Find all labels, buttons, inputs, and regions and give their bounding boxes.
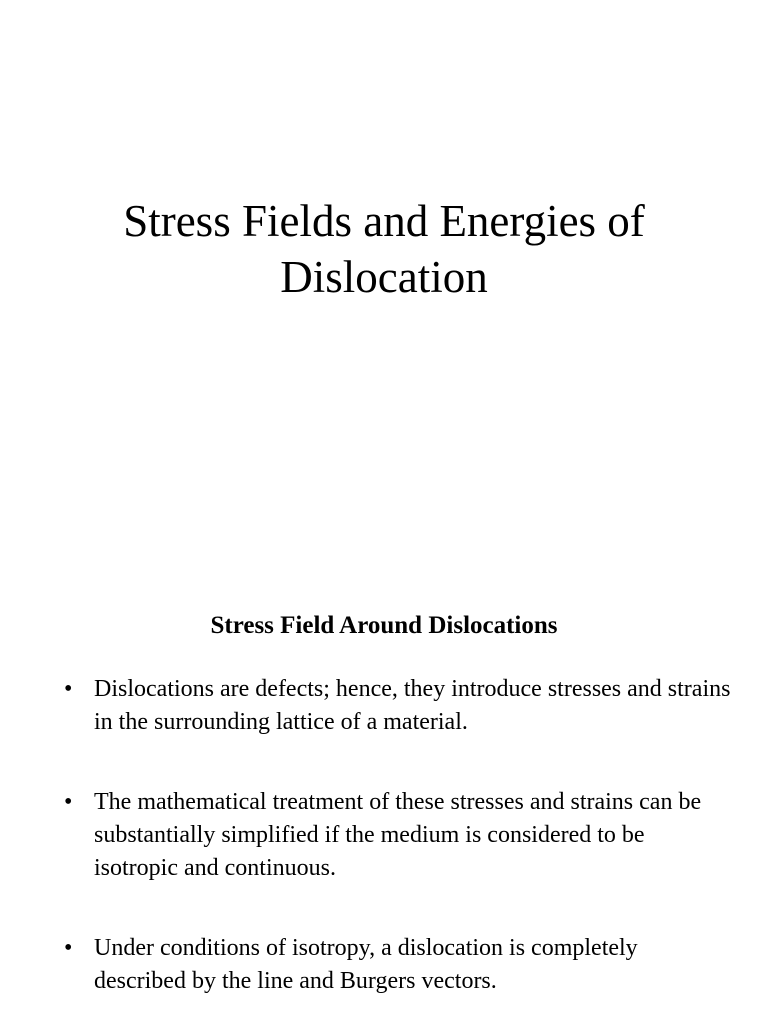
slide-title: Stress Fields and Energies of Dislocation — [123, 196, 645, 302]
bullet-text: Dislocations are defects; hence, they introduce stresses and strains in the surrounding lattice of a material. — [94, 676, 731, 735]
bullet-item — [64, 673, 734, 739]
section-heading: Stress Field Around Dislocations — [210, 612, 558, 639]
bullet-item — [64, 786, 734, 885]
bullet-icon: • — [64, 789, 73, 815]
bullet-text: Under conditions of isotropy, a dislocation is completely described by the line and Burgers vectors. — [94, 935, 638, 994]
bullet-icon: • — [64, 676, 73, 702]
bullet-text: The mathematical treatment of these stresses and strains can be substantially simplified if the medium is considered to be isotropic and continuous. — [94, 789, 702, 881]
bullet-item — [64, 932, 734, 998]
bullet-icon: • — [64, 935, 73, 961]
